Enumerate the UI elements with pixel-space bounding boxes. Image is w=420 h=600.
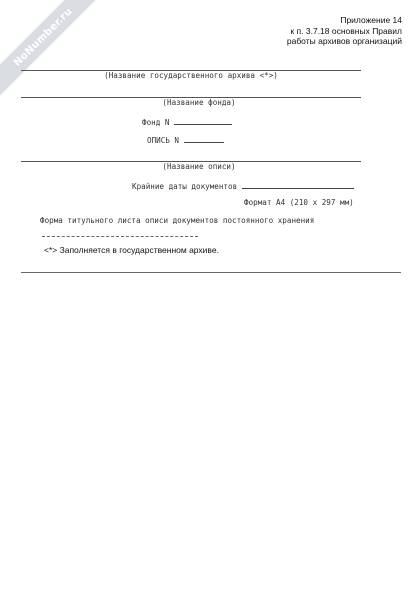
fund-number-row [142, 116, 232, 127]
inventory-number-field [184, 134, 224, 143]
inventory-name-label: (Название описи) [162, 162, 236, 171]
footnote-separator [42, 236, 198, 237]
watermark-text: NoNumber.ru [11, 5, 75, 69]
fund-number-label: Фонд N [142, 118, 170, 127]
watermark [0, 0, 104, 106]
fund-number-field [174, 116, 232, 125]
appendix-header [287, 15, 402, 47]
dates-label: Крайние даты документов [132, 182, 238, 191]
appendix-line-1: Приложение 14 [340, 15, 402, 25]
watermark-band [0, 0, 104, 105]
fund-name-label: (Название фонда) [162, 98, 236, 107]
form-caption: Форма титульного листа описи документов постоянного хранения [40, 216, 315, 225]
dates-field [242, 180, 354, 189]
inventory-number-label: ОПИСЬ N [147, 136, 180, 145]
inventory-number-row [147, 134, 224, 145]
appendix-line-2: к п. 3.7.18 основных Правил [290, 25, 402, 36]
archive-name-label: (Название государственного архива <*>) [104, 71, 278, 80]
appendix-line-3: работы архивов организаций [286, 36, 402, 46]
bottom-rule [21, 272, 401, 273]
format-note: Формат А4 (210 x 297 мм) [244, 198, 354, 207]
dates-row [132, 180, 354, 191]
footnote: <*> Заполняется в государственном архиве. [44, 245, 219, 255]
